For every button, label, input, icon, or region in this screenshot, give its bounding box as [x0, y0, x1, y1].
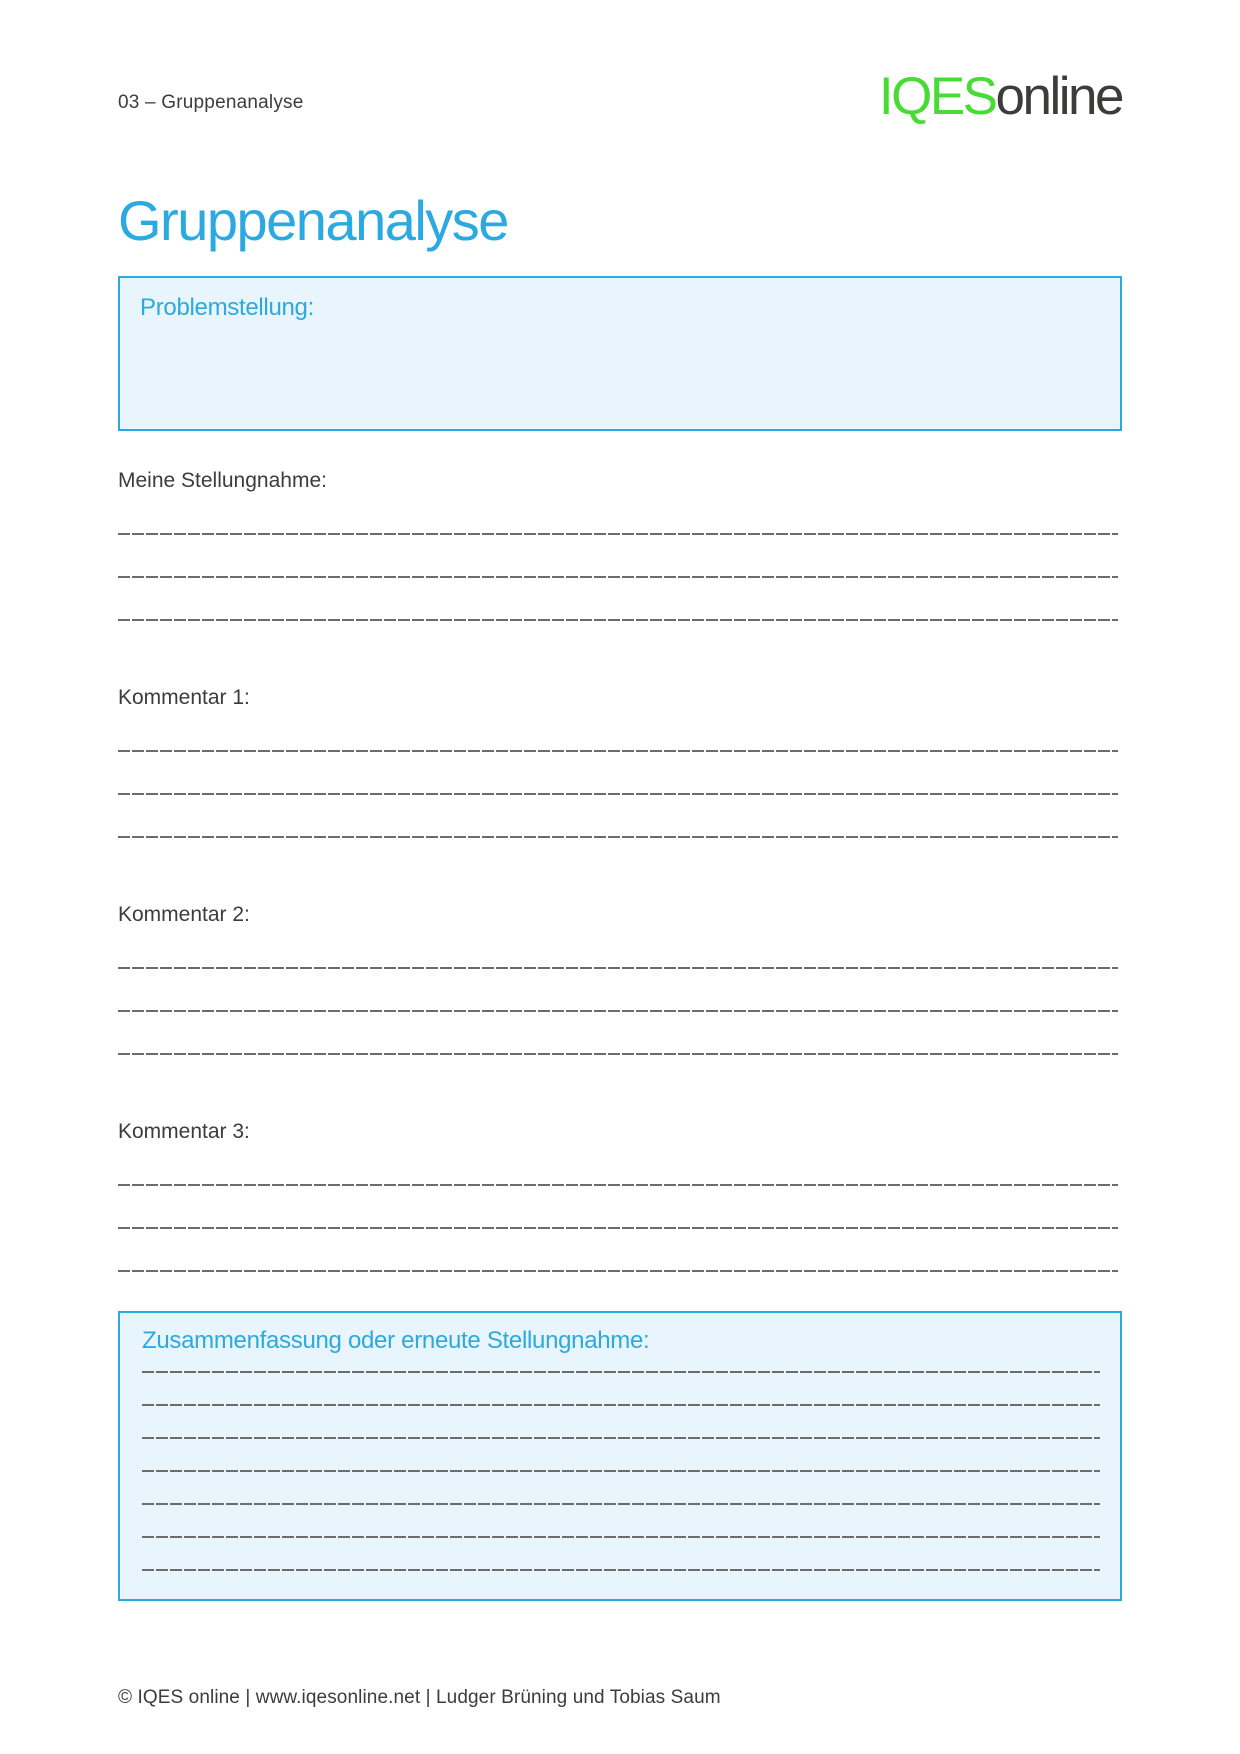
writing-line [118, 533, 1118, 535]
section-label: Kommentar 2: [118, 903, 250, 926]
writing-line [118, 836, 1118, 838]
writing-line [118, 1053, 1118, 1055]
writing-line [118, 619, 1118, 621]
writing-line [118, 750, 1118, 752]
writing-line [118, 1010, 1118, 1012]
writing-line [142, 1569, 1100, 1571]
section-kommentar-1 [118, 685, 1122, 838]
writing-line [118, 793, 1118, 795]
problem-box-label: Problemstellung: [140, 294, 314, 321]
iqes-online-logo [878, 67, 1122, 126]
page-header [118, 0, 1122, 126]
writing-line [118, 1270, 1118, 1272]
writing-line [142, 1503, 1100, 1505]
writing-line [142, 1536, 1100, 1538]
writing-line [142, 1470, 1100, 1472]
section-label: Kommentar 1: [118, 686, 250, 709]
footer [118, 1687, 1122, 1709]
writing-line [142, 1437, 1100, 1439]
problem-box [118, 276, 1122, 431]
page-title: Gruppenanalyse [118, 189, 508, 252]
writing-line [118, 1184, 1118, 1186]
writing-line [118, 967, 1118, 969]
writing-line [118, 1227, 1118, 1229]
section-label: Kommentar 3: [118, 1120, 250, 1143]
section-meine-stellungnahme [118, 468, 1122, 621]
section-kommentar-2 [118, 902, 1122, 1055]
footer-text: © IQES online | www.iqesonline.net | Ludger Brüning und Tobias Saum [118, 1687, 721, 1708]
logo-iqes-text: IQES [878, 67, 996, 126]
writing-line [142, 1371, 1100, 1373]
writing-line [118, 576, 1118, 578]
writing-line [142, 1404, 1100, 1406]
doc-number: 03 – Gruppenanalyse [118, 92, 304, 113]
logo-online-text: online [995, 67, 1122, 126]
section-label: Meine Stellungnahme: [118, 469, 327, 492]
content-column [118, 0, 1122, 1709]
summary-box [118, 1311, 1122, 1601]
section-kommentar-3 [118, 1119, 1122, 1272]
summary-box-label: Zusammenfassung oder erneute Stellungnahme: [142, 1327, 650, 1354]
